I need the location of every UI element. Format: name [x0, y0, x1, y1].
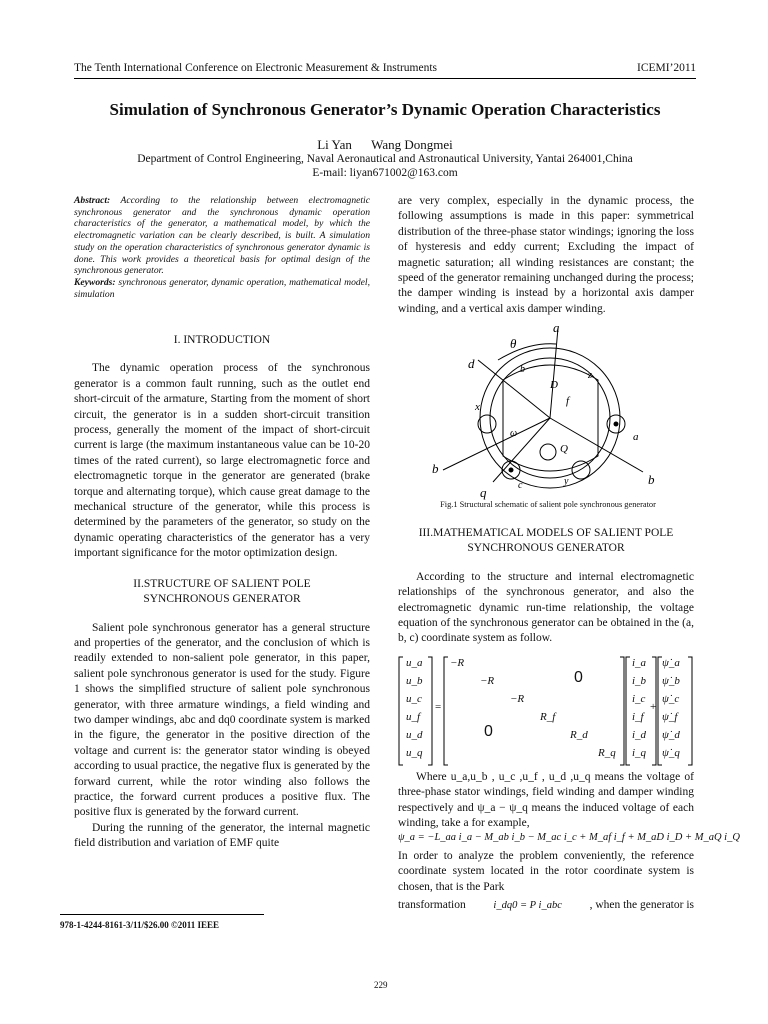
label-a-inner: a: [633, 431, 639, 443]
park-equation: i_dq0 = P i_abc: [493, 900, 562, 911]
page-number: 229: [374, 980, 388, 990]
label-Q: Q: [560, 443, 568, 455]
running-header: [74, 62, 696, 74]
affiliation-block: [74, 152, 696, 180]
header-rule: [74, 78, 696, 79]
assumptions-paragraph: are very complex, especially in the dynamic process, the following assumptions is made in this paper: symmetrical distribution of the three-phase stator windings; ignoring the loss of hysteresis and eddy current; Excluding the impact of magnetic saturation; all winding resistances are constant; the speed of the generator remaining unchanged during the process; the damper winding is instead by a horizontal axis damper winding, and a vertical axis damper winding.: [398, 195, 694, 315]
label-D: D: [550, 379, 558, 391]
section-3-heading-line2: SYNCHRONOUS GENERATOR: [467, 542, 625, 555]
right-column-math: [398, 526, 694, 647]
r-2: −R: [480, 675, 495, 687]
author-2: Wang Dongmei: [371, 137, 453, 152]
right-column-top: [398, 194, 694, 317]
label-y: y: [564, 476, 569, 487]
i-b: i_b: [632, 675, 647, 687]
math-paragraph: According to the structure and internal electromagnetic relationships of the synchronous generator, and also the electromagnetic dynamic run-time relationship, the voltage equation of the synchronous generator can be obtained in the (a, b, c) coordinate system as follow.: [398, 570, 694, 645]
u-c: u_c: [406, 693, 422, 705]
section-1-heading: I. INTRODUCTION: [173, 334, 271, 346]
b-axis-left: [443, 418, 550, 470]
u-b: u_b: [406, 675, 423, 687]
i-d: i_d: [632, 729, 647, 741]
voltage-equation-matrix: u_a u_b u_c u_f u_d u_q = −R −R −R R_f R_d R_q 0 0 i_a i_b i_c i_f i_d i_q + ψ̇_a ψ̇_b ψ̇_c ψ̇_f ψ̇_d ψ̇_q: [398, 655, 694, 767]
intro-paragraph: The dynamic operation process of the synchronous generator is a common fault running, such as the outlet end short-circuit of the armature, Starting from the moment of short circuit, the generator is in a sudden short-circuit transition process, generally the moment of the impact of short-circuit current is large (the maximum instantaneous value can be 10-20 times of the rated current), so large electromagnetic force and electromagnetic torque in the generator are generated (brake torque and alternating torque), which cause great damage to the mechanical structure of the generator, while this process is determined by the parameters of the generator, so study on the dynamic operating characteristics of the generator has a very important significance for the motor optimization design.: [74, 362, 370, 560]
footnote-rule: [60, 914, 264, 915]
label-f: f: [566, 395, 570, 407]
u-d: u_d: [406, 729, 423, 741]
r-d: R_d: [570, 729, 588, 741]
label-a-top: a: [553, 320, 560, 335]
transformation-word: transformation: [398, 899, 466, 911]
label-c: c: [518, 480, 523, 491]
abstract: [74, 195, 370, 300]
r-q: R_q: [598, 747, 616, 759]
header-right: ICEMI’2011: [637, 62, 696, 74]
winding-y: [572, 461, 590, 479]
i-c: i_c: [632, 693, 646, 705]
label-omega: ω: [510, 428, 518, 439]
psi-c: ψ̇_c: [662, 693, 680, 705]
where-paragraph: Where u_a,u_b , u_c ,u_f , u_d ,u_q means the voltage of three-phase stator windings, field winding and damper winding respectively and ψ_a − ψ_q means the induced voltage of each winding, take a for example,: [398, 771, 694, 830]
email: E-mail: liyan671002@163.com: [312, 167, 458, 179]
authors: [74, 137, 696, 153]
park-tail: , when the generator is: [589, 899, 694, 911]
psi-d: ψ̇_d: [662, 729, 680, 741]
r-3: −R: [510, 693, 525, 705]
d-axis: [478, 360, 550, 418]
label-b-left: b: [432, 461, 439, 476]
label-theta: θ: [510, 336, 517, 351]
psi-b: ψ̇_b: [662, 675, 680, 687]
r-1: −R: [450, 657, 465, 669]
left-column: [74, 333, 370, 852]
u-f: u_f: [406, 711, 421, 723]
during-paragraph: During the running of the generator, the internal magnetic field distribution and variation of EMF quite: [74, 821, 370, 850]
a-axis: [550, 328, 558, 418]
q-axis: [493, 418, 550, 482]
header-left: The Tenth International Conference on Electronic Measurement & Instruments: [74, 62, 438, 74]
generator-figure: [398, 320, 698, 500]
figure-caption: Fig.1 Structural schematic of salient pole synchronous generator: [440, 500, 656, 509]
i-q: i_q: [632, 747, 647, 759]
u-a: u_a: [406, 657, 423, 669]
author-1: Li Yan: [317, 137, 352, 152]
park-paragraph: In order to analyze the problem conveniently, the reference coordinate system located in the rotor coordinate system is chosen, that is the Park: [398, 850, 694, 893]
u-q: u_q: [406, 747, 423, 759]
paper-title: Simulation of Synchronous Generator’s Dynamic Operation Characteristics: [109, 100, 661, 119]
section-2-heading-line1: II.STRUCTURE OF SALIENT POLE: [133, 577, 311, 590]
psi-a: ψ̇_a: [662, 657, 680, 669]
zero-upper: 0: [574, 669, 583, 686]
damper-q: [540, 444, 556, 460]
psi-f: ψ̇_f: [662, 711, 678, 723]
r-f: R_f: [540, 711, 556, 723]
right-column-where: [398, 770, 694, 832]
psi-equation: ψ_a = −L_aa i_a − M_ab i_b − M_ac i_c + M_af i_f + M_aD i_D + M_aQ i_Q: [398, 832, 740, 843]
i-a: i_a: [632, 657, 647, 669]
structure-paragraph: Salient pole synchronous generator has a general structure and properties of the generator, and the conclusion of which is readily extended to non-salient pole generator, in this paper, salient pole synchronous generator is used for the study. Figure 1 shows the simplified structure of salient pole synchronous generator, with three armature windings, a field winding and two damper windings, abc and dq0 coordinate system is marked in the figure, the generator in the positive direction of the voltage and current is: the generator stator winding is obeyed according to usual practice, the negative flux is generated by the forward current, while the rotor winding also follows the practice, the forward current produces a positive flux. The positive flux is generated by the forward current.: [74, 621, 371, 819]
abstract-label: Abstract:: [74, 195, 111, 206]
keywords-label: Keywords:: [74, 276, 116, 288]
abstract-text: According to the relationship between electromagnetic synchronous generator and the synchronous dynamic operation characteristics of the generator, a mathematical model, by which the electromagnetic variation can be clearly described, is built. A simulation study on the operation characteristics of synchronous generator dynamic is done. This work provides a theoretical basis for optimal design of the synchronous generator.: [74, 195, 370, 277]
section-2-heading-line2: SYNCHRONOUS GENERATOR: [143, 593, 301, 606]
affiliation: Department of Control Engineering, Naval Aeronautical and Astronautical University, Yantai 264001,China: [137, 153, 633, 165]
right-column-park: [398, 849, 694, 895]
footnote: 978-1-4244-8161-3/11/$26.00 ©2011 IEEE: [60, 920, 219, 930]
label-b-inner: b: [520, 364, 525, 375]
zero-lower: 0: [484, 723, 493, 740]
psi-q: ψ̇_q: [662, 747, 680, 759]
label-x: x: [475, 401, 480, 413]
label-b-right: b: [648, 472, 655, 487]
section-3-heading-line1: III.MATHEMATICAL MODELS OF SALIENT POLE: [418, 527, 674, 539]
label-d: d: [468, 356, 475, 371]
label-q: q: [480, 485, 487, 500]
park-line: [398, 898, 694, 913]
i-f: i_f: [632, 711, 644, 723]
label-z: z: [588, 370, 592, 381]
keywords-text: synchronous generator, dynamic operation, mathematical model, simulation: [74, 276, 370, 300]
